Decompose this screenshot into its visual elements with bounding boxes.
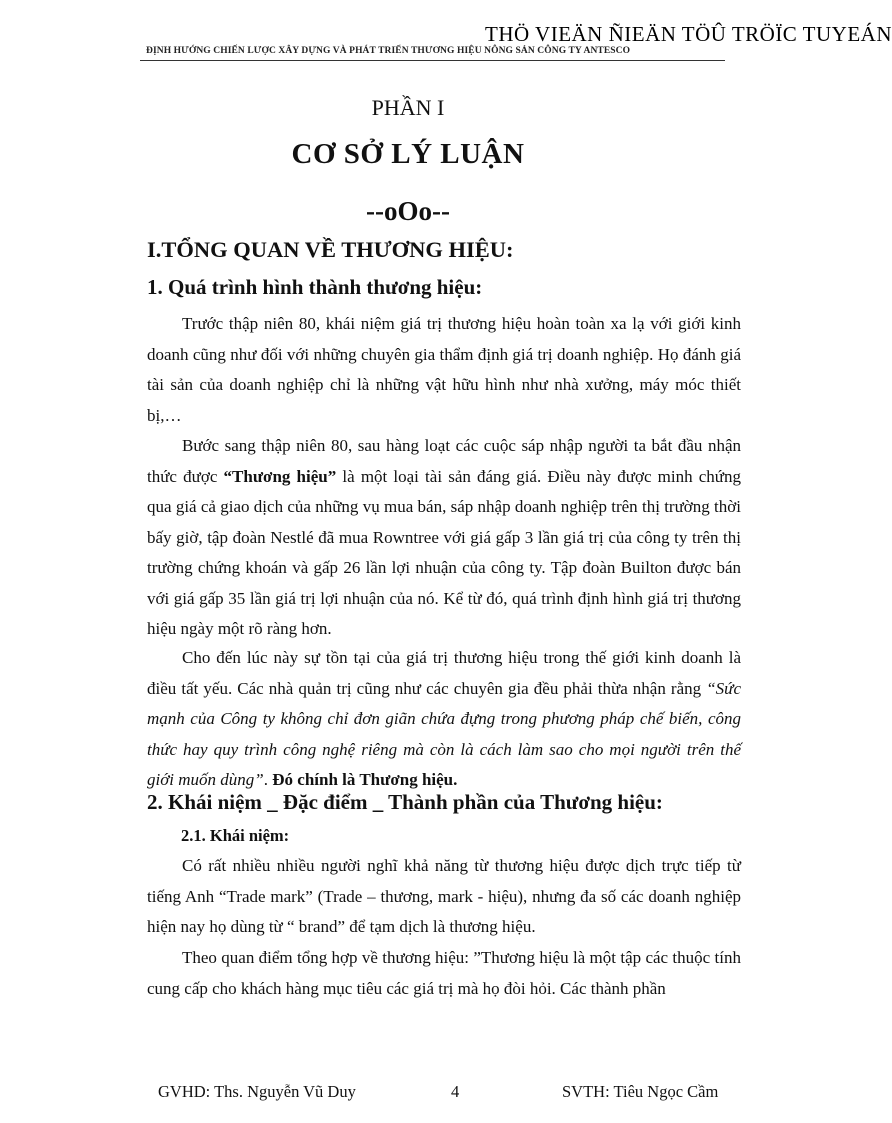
- paragraph-1: Trước thập niên 80, khái niệm giá trị thương hiệu hoàn toàn xa lạ với giới kinh doanh cũng như đối với những chuyên gia thẩm định giá trị doanh nghiệp. Họ đánh giá tài sản của doanh nghiệp chỉ là những vật hữu hình như nhà xưởng, máy móc thiết bị,…: [147, 314, 741, 425]
- subsubsection-heading-2-1: 2.1. Khái niệm:: [181, 826, 290, 845]
- part-title: CƠ SỞ LÝ LUẬN: [291, 138, 525, 170]
- footer-student: SVTH: Tiêu Ngọc Cầm: [562, 1082, 719, 1101]
- footer-advisor: GVHD: Ths. Nguyễn Vũ Duy: [158, 1082, 356, 1101]
- subsection-heading-2: 2. Khái niệm _ Đặc điểm _ Thành phần của Thương hiệu:: [147, 790, 663, 814]
- subsection-heading-1: 1. Quá trình hình thành thương hiệu:: [147, 275, 483, 299]
- section-heading-1: I.TỔNG QUAN VỀ THƯƠNG HIỆU:: [147, 237, 514, 262]
- paragraph-5: Theo quan điểm tổng hợp về thương hiệu: ”Thương hiệu là một tập các thuộc tính cung cấp cho khách hàng mục tiêu các giá trị mà họ đòi hỏi. Các thành phần: [147, 948, 741, 998]
- footer-page-number: 4: [451, 1082, 460, 1101]
- header-rule: [140, 60, 725, 61]
- paragraph-2-bold-term: “Thương hiệu”: [223, 466, 337, 486]
- paragraph-2-text-a: Bước sang thập niên 80, sau hàng loạt các cuộc sáp nhập người ta bắt đầu nhận thức được: [147, 436, 741, 486]
- paragraph-4: Có rất nhiều nhiều người nghĩ khả năng từ thương hiệu được dịch trực tiếp từ tiếng Anh “Trade mark” (Trade – thương, mark - hiệu), nhưng đa số các doanh nghiệp hiện nay họ dùng từ “ brand” để tạm dịch là thương hiệu.: [147, 856, 741, 936]
- paragraph-3-bold-conclusion: Đó chính là Thương hiệu.: [272, 770, 458, 789]
- decorative-divider: --oOo--: [366, 196, 450, 226]
- paragraph-2-text-b: là một loại tài sản đáng giá. Điều này được minh chứng qua giá cả giao dịch của những vụ mua bán, sáp nhập doanh nghiệp trên thị trường thời bấy giờ, tập đoàn Nestlé đã mua Rowntree với giá gấp 3 lần giá trị của công ty trên thị trường chứng khoán và gấp 26 lần lợi nhuận của công ty. Tập đoàn Builton được bán với giá gấp 35 lần giá trị lợi nhuận của nó. Kể từ đó, quá trình định hình giá trị thương hiệu ngày một rõ ràng hơn.: [147, 466, 742, 638]
- paragraph-3-text-a: Cho đến lúc này sự tồn tại của giá trị thương hiệu trong thế giới kinh doanh là điều tất yếu. Các nhà quản trị cũng như các chuyên gia đều phải thừa nhận rằng: [147, 648, 741, 698]
- paragraph-3: [147, 643, 741, 796]
- part-label: PHẦN I: [371, 95, 445, 120]
- paragraph-2: [147, 431, 741, 645]
- watermark-text: THÖ VIEÄN ÑIEÄN TÖÛ TRÖÏC TUYEÁN: [485, 22, 892, 46]
- running-header: ĐỊNH HƯỚNG CHIẾN LƯỢC XÂY DỰNG VÀ PHÁT TRIỂN THƯƠNG HIỆU NÔNG SẢN CÔNG TY ANTESCO: [146, 46, 631, 56]
- paragraph-3-quote: “Sức mạnh của Công ty không chỉ đơn giãn chứa đựng trong phương pháp chế biến, công thức hay quy trình công nghệ riêng mà còn là cách làm sao cho mọi người trên thế giới muốn dùng”: [147, 678, 741, 789]
- paragraph-3-text-b: .: [263, 770, 273, 789]
